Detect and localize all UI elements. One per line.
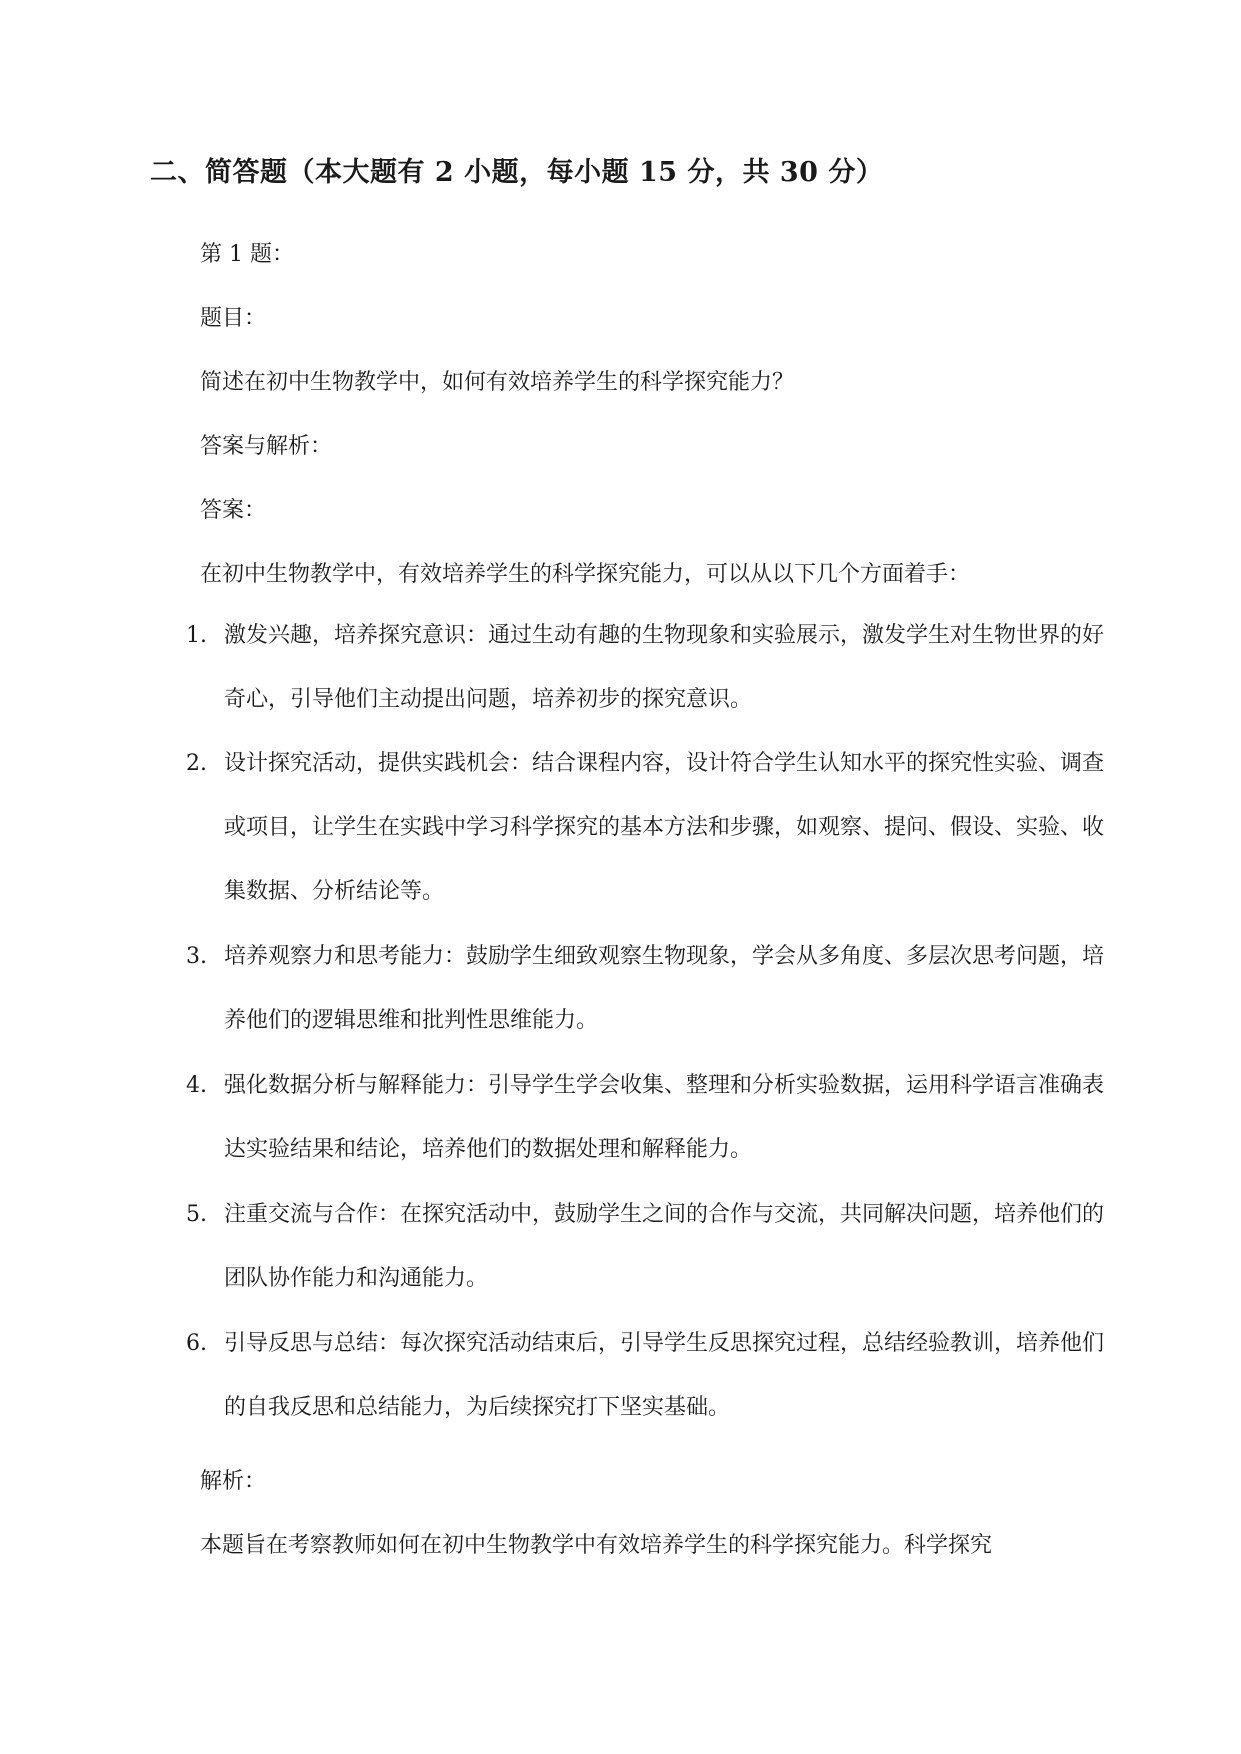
- answer-intro: 在初中生物教学中，有效培养学生的科学探究能力，可以从以下几个方面着手：: [200, 562, 971, 587]
- list-item-text: 强化数据分析与解释能力：引导学生学会收集、整理和分析实验数据，运用科学语言准确表达实验结果和结论，培养他们的数据处理和解释能力。: [224, 1073, 1105, 1162]
- list-item-number: 1.: [186, 623, 207, 648]
- analysis-text: 本题旨在考察教师如何在初中生物教学中有效培养学生的科学探究能力。科学探究: [200, 1533, 993, 1558]
- list-item-text: 设计探究活动，提供实践机会：结合课程内容，设计符合学生认知水平的探究性实验、调查或项目，让学生在实践中学习科学探究的基本方法和步骤，如观察、提问、假设、实验、收集数据、分析结论等。: [224, 751, 1105, 904]
- analysis-label: 解析：: [200, 1469, 267, 1494]
- list-item-number: 2.: [186, 751, 207, 776]
- list-item-text: 培养观察力和思考能力：鼓励学生细致观察生物现象，学会从多角度、多层次思考问题，培养他们的逻辑思维和批判性思维能力。: [224, 944, 1105, 1033]
- list-item-number: 3.: [186, 944, 207, 969]
- list-item-text: 注重交流与合作：在探究活动中，鼓励学生之间的合作与交流，共同解决问题，培养他们的团队协作能力和沟通能力。: [224, 1202, 1105, 1291]
- question-label: 题目：: [200, 306, 267, 331]
- list-item-text: 引导反思与总结：每次探究活动结束后，引导学生反思探究过程，总结经验教训，培养他们的自我反思和总结能力，为后续探究打下坚实基础。: [224, 1331, 1105, 1420]
- answer-analysis-label: 答案与解析：: [200, 434, 333, 459]
- question-text: 简述在初中生物教学中，如何有效培养学生的科学探究能力？: [200, 370, 795, 395]
- section-title: 二、简答题（本大题有 2 小题，每小题 15 分，共 30 分）: [150, 157, 884, 188]
- question-number: 第 1 题：: [200, 242, 294, 267]
- list-item-number: 6.: [186, 1331, 207, 1356]
- answer-label: 答案：: [200, 498, 267, 523]
- list-item-number: 4.: [186, 1073, 207, 1098]
- list-item-number: 5.: [186, 1202, 207, 1227]
- list-item-text: 激发兴趣，培养探究意识：通过生动有趣的生物现象和实验展示，激发学生对生物世界的好奇心，引导他们主动提出问题，培养初步的探究意识。: [224, 623, 1105, 712]
